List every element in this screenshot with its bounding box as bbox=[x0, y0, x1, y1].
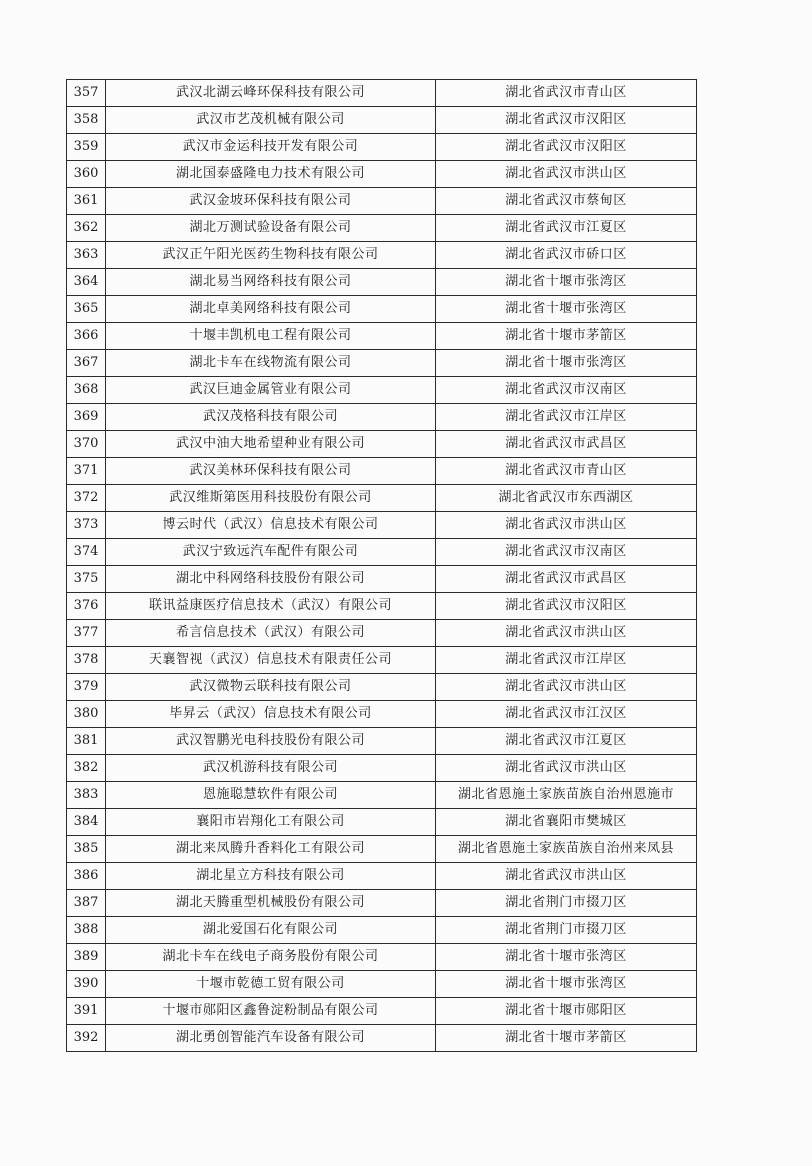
company-location: 湖北省武汉市汉阳区 bbox=[436, 593, 697, 620]
company-name: 十堰市郧阳区鑫鲁淀粉制品有限公司 bbox=[106, 998, 436, 1025]
row-number: 368 bbox=[67, 377, 106, 404]
company-name: 武汉茂格科技有限公司 bbox=[106, 404, 436, 431]
company-name: 武汉市金运科技开发有限公司 bbox=[106, 134, 436, 161]
company-name: 武汉机游科技有限公司 bbox=[106, 755, 436, 782]
company-name: 联讯益康医疗信息技术（武汉）有限公司 bbox=[106, 593, 436, 620]
company-name: 湖北星立方科技有限公司 bbox=[106, 863, 436, 890]
company-location: 湖北省武汉市江夏区 bbox=[436, 728, 697, 755]
row-number: 383 bbox=[67, 782, 106, 809]
row-number: 388 bbox=[67, 917, 106, 944]
company-location: 湖北省武汉市蔡甸区 bbox=[436, 188, 697, 215]
row-number: 371 bbox=[67, 458, 106, 485]
table-row bbox=[67, 350, 697, 377]
table-row bbox=[67, 323, 697, 350]
company-location: 湖北省武汉市洪山区 bbox=[436, 863, 697, 890]
row-number: 382 bbox=[67, 755, 106, 782]
company-name: 武汉美林环保科技有限公司 bbox=[106, 458, 436, 485]
row-number: 360 bbox=[67, 161, 106, 188]
company-location: 湖北省十堰市张湾区 bbox=[436, 350, 697, 377]
table-row bbox=[67, 269, 697, 296]
company-name: 武汉微物云联科技有限公司 bbox=[106, 674, 436, 701]
company-location: 湖北省武汉市汉南区 bbox=[436, 539, 697, 566]
table-row bbox=[67, 674, 697, 701]
table-row bbox=[67, 377, 697, 404]
company-name: 毕昇云（武汉）信息技术有限公司 bbox=[106, 701, 436, 728]
company-name: 希言信息技术（武汉）有限公司 bbox=[106, 620, 436, 647]
company-location: 湖北省十堰市张湾区 bbox=[436, 269, 697, 296]
table-row bbox=[67, 620, 697, 647]
table-row bbox=[67, 512, 697, 539]
company-location: 湖北省恩施土家族苗族自治州来凤县 bbox=[436, 836, 697, 863]
company-location: 湖北省荆门市掇刀区 bbox=[436, 890, 697, 917]
company-name: 博云时代（武汉）信息技术有限公司 bbox=[106, 512, 436, 539]
row-number: 374 bbox=[67, 539, 106, 566]
table-row bbox=[67, 917, 697, 944]
row-number: 387 bbox=[67, 890, 106, 917]
row-number: 377 bbox=[67, 620, 106, 647]
table-row bbox=[67, 944, 697, 971]
table-row bbox=[67, 431, 697, 458]
table-row bbox=[67, 593, 697, 620]
company-location: 湖北省武汉市汉南区 bbox=[436, 377, 697, 404]
row-number: 390 bbox=[67, 971, 106, 998]
row-number: 357 bbox=[67, 80, 106, 107]
row-number: 369 bbox=[67, 404, 106, 431]
company-location: 湖北省武汉市江岸区 bbox=[436, 647, 697, 674]
company-name: 湖北卓美网络科技有限公司 bbox=[106, 296, 436, 323]
company-name: 武汉金坡环保科技有限公司 bbox=[106, 188, 436, 215]
table-row bbox=[67, 458, 697, 485]
table-row bbox=[67, 161, 697, 188]
row-number: 367 bbox=[67, 350, 106, 377]
table-row bbox=[67, 1025, 697, 1052]
row-number: 389 bbox=[67, 944, 106, 971]
row-number: 391 bbox=[67, 998, 106, 1025]
company-table-body bbox=[67, 80, 697, 1052]
company-name: 武汉中油大地希望种业有限公司 bbox=[106, 431, 436, 458]
row-number: 375 bbox=[67, 566, 106, 593]
company-name: 武汉市艺茂机械有限公司 bbox=[106, 107, 436, 134]
company-name: 武汉宁致远汽车配件有限公司 bbox=[106, 539, 436, 566]
company-location: 湖北省武汉市硚口区 bbox=[436, 242, 697, 269]
table-row bbox=[67, 134, 697, 161]
company-name: 湖北勇创智能汽车设备有限公司 bbox=[106, 1025, 436, 1052]
table-row bbox=[67, 836, 697, 863]
company-location: 湖北省武汉市洪山区 bbox=[436, 512, 697, 539]
company-location: 湖北省武汉市江夏区 bbox=[436, 215, 697, 242]
row-number: 379 bbox=[67, 674, 106, 701]
row-number: 384 bbox=[67, 809, 106, 836]
table-row bbox=[67, 647, 697, 674]
table-row bbox=[67, 485, 697, 512]
row-number: 392 bbox=[67, 1025, 106, 1052]
company-name: 十堰市乾德工贸有限公司 bbox=[106, 971, 436, 998]
table-row bbox=[67, 782, 697, 809]
row-number: 386 bbox=[67, 863, 106, 890]
row-number: 373 bbox=[67, 512, 106, 539]
company-name: 武汉智鹏光电科技股份有限公司 bbox=[106, 728, 436, 755]
row-number: 365 bbox=[67, 296, 106, 323]
company-name: 湖北卡车在线电子商务股份有限公司 bbox=[106, 944, 436, 971]
company-location: 湖北省武汉市洪山区 bbox=[436, 674, 697, 701]
company-name: 湖北来凤腾升香料化工有限公司 bbox=[106, 836, 436, 863]
row-number: 361 bbox=[67, 188, 106, 215]
company-name: 襄阳市岩翔化工有限公司 bbox=[106, 809, 436, 836]
row-number: 370 bbox=[67, 431, 106, 458]
company-location: 湖北省武汉市青山区 bbox=[436, 458, 697, 485]
company-location: 湖北省十堰市茅箭区 bbox=[436, 1025, 697, 1052]
row-number: 378 bbox=[67, 647, 106, 674]
company-location: 湖北省十堰市张湾区 bbox=[436, 971, 697, 998]
company-location: 湖北省十堰市茅箭区 bbox=[436, 323, 697, 350]
row-number: 385 bbox=[67, 836, 106, 863]
company-name: 湖北爱国石化有限公司 bbox=[106, 917, 436, 944]
table-row bbox=[67, 188, 697, 215]
company-location: 湖北省武汉市东西湖区 bbox=[436, 485, 697, 512]
table-row bbox=[67, 890, 697, 917]
company-location: 湖北省武汉市武昌区 bbox=[436, 566, 697, 593]
company-name: 湖北万测试验设备有限公司 bbox=[106, 215, 436, 242]
table-row bbox=[67, 242, 697, 269]
table-row bbox=[67, 809, 697, 836]
row-number: 359 bbox=[67, 134, 106, 161]
company-name: 恩施聪慧软件有限公司 bbox=[106, 782, 436, 809]
company-location: 湖北省武汉市武昌区 bbox=[436, 431, 697, 458]
row-number: 376 bbox=[67, 593, 106, 620]
company-location: 湖北省武汉市汉阳区 bbox=[436, 134, 697, 161]
table-row bbox=[67, 107, 697, 134]
company-name: 湖北国泰盛隆电力技术有限公司 bbox=[106, 161, 436, 188]
company-name: 武汉北湖云峰环保科技有限公司 bbox=[106, 80, 436, 107]
table-row bbox=[67, 80, 697, 107]
table-row bbox=[67, 296, 697, 323]
company-name: 湖北天腾重型机械股份有限公司 bbox=[106, 890, 436, 917]
company-location: 湖北省十堰市张湾区 bbox=[436, 944, 697, 971]
row-number: 380 bbox=[67, 701, 106, 728]
row-number: 381 bbox=[67, 728, 106, 755]
company-location: 湖北省武汉市江汉区 bbox=[436, 701, 697, 728]
table-row bbox=[67, 755, 697, 782]
company-location: 湖北省武汉市洪山区 bbox=[436, 161, 697, 188]
table-row bbox=[67, 215, 697, 242]
company-name: 天襄智视（武汉）信息技术有限责任公司 bbox=[106, 647, 436, 674]
table-row bbox=[67, 539, 697, 566]
company-name: 湖北卡车在线物流有限公司 bbox=[106, 350, 436, 377]
row-number: 372 bbox=[67, 485, 106, 512]
company-table bbox=[66, 79, 697, 1052]
table-row bbox=[67, 863, 697, 890]
table-row bbox=[67, 566, 697, 593]
company-name: 湖北中科网络科技股份有限公司 bbox=[106, 566, 436, 593]
table-row bbox=[67, 404, 697, 431]
company-location: 湖北省武汉市汉阳区 bbox=[436, 107, 697, 134]
company-name: 武汉正午阳光医药生物科技有限公司 bbox=[106, 242, 436, 269]
company-name: 武汉维斯第医用科技股份有限公司 bbox=[106, 485, 436, 512]
row-number: 362 bbox=[67, 215, 106, 242]
company-name: 十堰丰凯机电工程有限公司 bbox=[106, 323, 436, 350]
company-location: 湖北省十堰市郧阳区 bbox=[436, 998, 697, 1025]
row-number: 363 bbox=[67, 242, 106, 269]
row-number: 364 bbox=[67, 269, 106, 296]
company-name: 武汉巨迪金属管业有限公司 bbox=[106, 377, 436, 404]
table-row bbox=[67, 701, 697, 728]
company-location: 湖北省十堰市张湾区 bbox=[436, 296, 697, 323]
row-number: 366 bbox=[67, 323, 106, 350]
table-row bbox=[67, 998, 697, 1025]
company-location: 湖北省恩施土家族苗族自治州恩施市 bbox=[436, 782, 697, 809]
company-location: 湖北省武汉市江岸区 bbox=[436, 404, 697, 431]
table-row bbox=[67, 971, 697, 998]
table-row bbox=[67, 728, 697, 755]
company-location: 湖北省荆门市掇刀区 bbox=[436, 917, 697, 944]
company-location: 湖北省武汉市洪山区 bbox=[436, 620, 697, 647]
row-number: 358 bbox=[67, 107, 106, 134]
company-location: 湖北省武汉市洪山区 bbox=[436, 755, 697, 782]
company-name: 湖北易当网络科技有限公司 bbox=[106, 269, 436, 296]
company-location: 湖北省武汉市青山区 bbox=[436, 80, 697, 107]
company-location: 湖北省襄阳市樊城区 bbox=[436, 809, 697, 836]
